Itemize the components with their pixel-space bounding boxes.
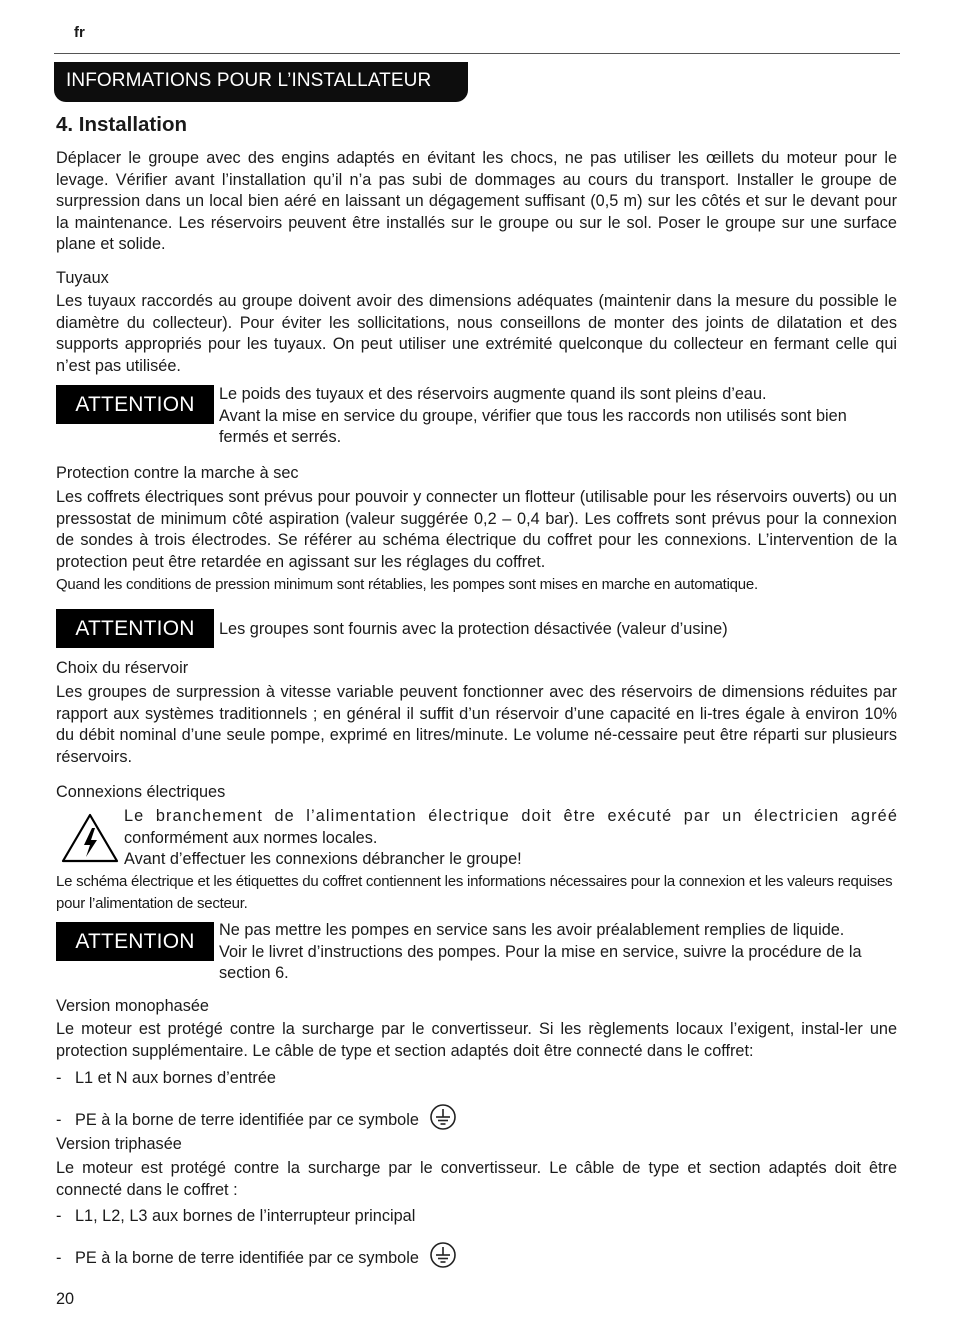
ground-symbol-icon bbox=[429, 1103, 457, 1131]
attention-text-3 bbox=[219, 920, 899, 985]
attention-3-line2: Voir le livret d’instructions des pompes. Pour la mise en service, suivre la procédure de la section 6. bbox=[219, 942, 862, 983]
connexions-warning-line2: conformément aux normes locales. bbox=[124, 828, 378, 847]
page-number: 20 bbox=[56, 1290, 75, 1308]
connexions-heading: Connexions électriques bbox=[56, 783, 226, 801]
triphasee-item1: L1, L2, L3 aux bornes de l’interrupteur principal bbox=[75, 1207, 416, 1225]
monophasee-paragraph: Le moteur est protégé contre la surcharge par le convertisseur. Si les règlements locaux l’exigent, instal-ler une protection supplémentaire. Le câble de type et section adaptés doit être connecté dans le coffret: bbox=[56, 1020, 897, 1060]
list-item: - L1, L2, L3 aux bornes de l’interrupteur principal bbox=[56, 1207, 416, 1225]
list-item: - PE à la borne de terre identifiée par ce symbole bbox=[56, 1241, 457, 1269]
triphasee-paragraph: Le moteur est protégé contre la surcharge par le convertisseur. Le câble de type et section adaptés doit être connecté dans le coffret : bbox=[56, 1159, 897, 1199]
attention-1-line1: Le poids des tuyaux et des réservoirs augmente quand ils sont pleins d’eau. bbox=[219, 385, 767, 403]
attention-text-2: Les groupes sont fournis avec la protection désactivée (valeur d’usine) bbox=[219, 620, 728, 638]
monophasee-item2: PE à la borne de terre identifiée par ce symbole bbox=[75, 1111, 419, 1129]
ground-symbol-icon bbox=[429, 1241, 457, 1269]
reservoir-heading: Choix du réservoir bbox=[56, 659, 189, 677]
header-rule bbox=[54, 53, 900, 54]
attention-1-line2: Avant la mise en service du groupe, vérifier que tous les raccords non utilisés sont bien fermés et serrés. bbox=[219, 406, 847, 447]
protection-paragraph: Les coffrets électriques sont prévus pour pouvoir y connecter un flotteur (utilisable pour les réservoirs ouverts) ou un pressostat de minimum côté aspiration (valeur suggérée 0,2 – 0,4 bar). Les coffrets sont prévus pour la connexion de sondes à trois électrodes. Se référer au schéma électrique du coffret pour les connexions. L’intervention de la protection peut être retardée en agissant sur les réglages du coffret. bbox=[56, 488, 897, 571]
language-code: fr bbox=[74, 24, 85, 41]
connexions-warning-line3: Avant d’effectuer les connexions débrancher le groupe! bbox=[124, 850, 522, 869]
monophasee-heading: Version monophasée bbox=[56, 997, 209, 1015]
attention-3-line1: Ne pas mettre les pompes en service sans les avoir préalablement remplies de liquide. bbox=[219, 921, 845, 939]
connexions-note: Le schéma électrique et les étiquettes du coffret contiennent les informations nécessaires pour la connexion et les valeurs requises pour l’alimentation de secteur. bbox=[56, 873, 893, 912]
attention-text-1 bbox=[219, 384, 899, 449]
connexions-warning-line1: Le branchement de l’alimentation électrique doit être exécuté par un électricien agréé bbox=[124, 807, 898, 825]
attention-badge-2: ATTENTION bbox=[56, 609, 214, 648]
tuyaux-paragraph: Les tuyaux raccordés au groupe doivent avoir des dimensions adéquates (maintenir dans la mesure du possible le diamètre du collecteur). Pour éviter les sollicitations, nous conseillons de monter des joints de dilatation et des supports appropriés pour les tuyaux. On peut utiliser une extrémité quelconque du collecteur en fermant celle qui n’est pas utilisée. bbox=[56, 292, 897, 375]
tuyaux-heading: Tuyaux bbox=[56, 269, 109, 287]
connexions-warning bbox=[124, 806, 898, 871]
protection-note: Quand les conditions de pression minimum sont rétablies, les pompes sont mises en marche en automatique. bbox=[56, 576, 758, 593]
monophasee-item1: L1 et N aux bornes d’entrée bbox=[75, 1069, 276, 1087]
protection-heading: Protection contre la marche à sec bbox=[56, 464, 299, 482]
section-banner: INFORMATIONS POUR L’INSTALLATEUR bbox=[54, 62, 468, 102]
reservoir-paragraph: Les groupes de surpression à vitesse variable peuvent fonctionner avec des réservoirs de dimensions réduites par rapport aux systèmes traditionnels ; en général il suffit d’un réservoir d’une capacité en li-tres égale à environ 10% du débit nominal d’une seule pompe, exprimé en litres/minute. Le volume né-cessaire peut être réparti sur plusieurs réservoirs. bbox=[56, 683, 897, 766]
attention-badge-3: ATTENTION bbox=[56, 922, 214, 961]
electrical-hazard-icon bbox=[60, 812, 120, 864]
list-item: - L1 et N aux bornes d’entrée bbox=[56, 1069, 276, 1087]
section-title: 4. Installation bbox=[56, 113, 187, 136]
attention-badge-1: ATTENTION bbox=[56, 385, 214, 424]
triphasee-heading: Version triphasée bbox=[56, 1135, 182, 1153]
intro-paragraph: Déplacer le groupe avec des engins adaptés en évitant les chocs, ne pas utiliser les œillets du moteur pour le levage. Vérifier avant l’installation qu’il n’a pas subi de dommages au cours du transport. Installer le groupe de surpression dans un local bien aéré en laissant un dégagement suffisant (0,5 m) sur les côtés et sur le devant pour la maintenance. Les réservoirs peuvent être installés sur le groupe ou sur le sol. Poser le groupe sur une surface plane et solide. bbox=[56, 149, 897, 254]
triphasee-item2: PE à la borne de terre identifiée par ce symbole bbox=[75, 1249, 419, 1267]
list-item: - PE à la borne de terre identifiée par ce symbole bbox=[56, 1103, 457, 1131]
